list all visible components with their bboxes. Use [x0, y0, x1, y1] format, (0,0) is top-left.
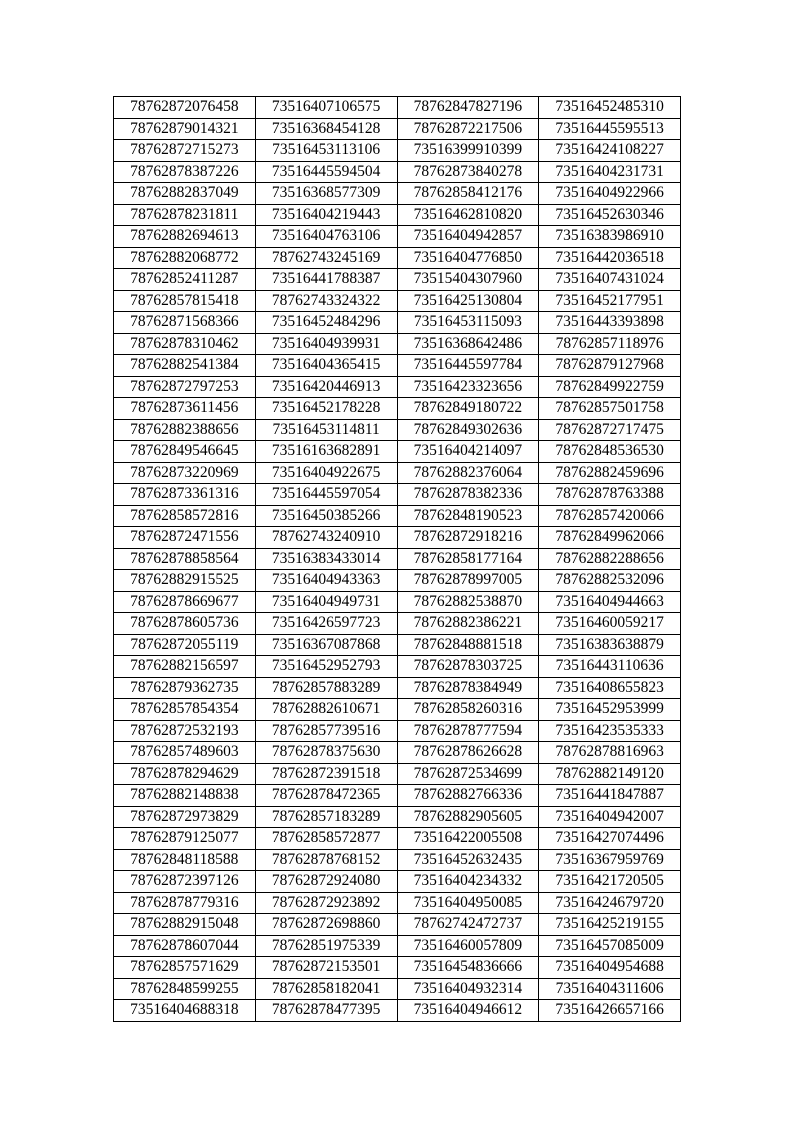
table-row	[114, 140, 681, 162]
table-cell: 73516404942857	[397, 226, 539, 248]
table-cell: 78762857815418	[114, 290, 256, 312]
table-cell: 78762872532193	[114, 720, 256, 742]
table-cell: 78762872717475	[539, 419, 681, 441]
table-cell: 78762849546645	[114, 441, 256, 463]
table-cell: 73516442036518	[539, 247, 681, 269]
table-cell: 78762878310462	[114, 333, 256, 355]
table-cell: 73516445597054	[255, 484, 397, 506]
table-row	[114, 484, 681, 506]
table-cell: 78762742472737	[397, 914, 539, 936]
table-row	[114, 935, 681, 957]
table-cell: 73516404944663	[539, 591, 681, 613]
table-cell: 78762873361316	[114, 484, 256, 506]
table-cell: 73516383433014	[255, 548, 397, 570]
table-cell: 78762878375630	[255, 742, 397, 764]
table-cell: 78762878231811	[114, 204, 256, 226]
table-cell: 78762882905605	[397, 806, 539, 828]
table-cell: 73516407431024	[539, 269, 681, 291]
table-cell: 78762848536530	[539, 441, 681, 463]
table-cell: 78762882915525	[114, 570, 256, 592]
table-row	[114, 892, 681, 914]
table-cell: 78762872923892	[255, 892, 397, 914]
table-cell: 78762882459696	[539, 462, 681, 484]
table-row	[114, 527, 681, 549]
table-cell: 78762878303725	[397, 656, 539, 678]
table-cell: 78762743240910	[255, 527, 397, 549]
table-row	[114, 785, 681, 807]
table-cell: 73516462810820	[397, 204, 539, 226]
table-row	[114, 226, 681, 248]
table-cell: 78762878763388	[539, 484, 681, 506]
table-row	[114, 161, 681, 183]
table-cell: 73516404932314	[397, 978, 539, 1000]
table-cell: 78762743245169	[255, 247, 397, 269]
table-row	[114, 699, 681, 721]
table-cell: 73516404949731	[255, 591, 397, 613]
table-cell: 73516443110636	[539, 656, 681, 678]
table-cell: 78762872391518	[255, 763, 397, 785]
table-row	[114, 505, 681, 527]
table-cell: 78762849922759	[539, 376, 681, 398]
table-cell: 73516404234332	[397, 871, 539, 893]
table-cell: 73516426657166	[539, 1000, 681, 1022]
table-row	[114, 957, 681, 979]
table-cell: 73516452953999	[539, 699, 681, 721]
table-cell: 78762878669677	[114, 591, 256, 613]
table-cell: 78762857571629	[114, 957, 256, 979]
table-cell: 78762882532096	[539, 570, 681, 592]
table-cell: 78762857118976	[539, 333, 681, 355]
table-cell: 78762878777594	[397, 720, 539, 742]
table-row	[114, 914, 681, 936]
table-cell: 78762882915048	[114, 914, 256, 936]
table-cell: 73516441788387	[255, 269, 397, 291]
table-cell: 78762882386221	[397, 613, 539, 635]
table-cell: 78762878384949	[397, 677, 539, 699]
table-cell: 73516425130804	[397, 290, 539, 312]
table-cell: 73516383986910	[539, 226, 681, 248]
table-row	[114, 656, 681, 678]
table-cell: 73516404311606	[539, 978, 681, 1000]
table-cell: 73516404214097	[397, 441, 539, 463]
table-cell: 78762882068772	[114, 247, 256, 269]
table-cell: 73516368642486	[397, 333, 539, 355]
table-cell: 78762878779316	[114, 892, 256, 914]
table-cell: 78762872924080	[255, 871, 397, 893]
table-cell: 78762879362735	[114, 677, 256, 699]
table-cell: 78762873220969	[114, 462, 256, 484]
table-cell: 78762882837049	[114, 183, 256, 205]
table-cell: 73516383638879	[539, 634, 681, 656]
table-cell: 78762878768152	[255, 849, 397, 871]
table-cell: 73516443393898	[539, 312, 681, 334]
table-row	[114, 613, 681, 635]
table-cell: 78762849302636	[397, 419, 539, 441]
table-cell: 78762878816963	[539, 742, 681, 764]
table-cell: 78762857501758	[539, 398, 681, 420]
table-row	[114, 312, 681, 334]
table-cell: 78762872076458	[114, 97, 256, 119]
table-cell: 78762858412176	[397, 183, 539, 205]
table-row	[114, 871, 681, 893]
table-cell: 78762882149120	[539, 763, 681, 785]
table-cell: 73516452632435	[397, 849, 539, 871]
table-row	[114, 97, 681, 119]
table-cell: 78762878605736	[114, 613, 256, 635]
table-cell: 78762857739516	[255, 720, 397, 742]
table-cell: 78762857489603	[114, 742, 256, 764]
table-cell: 73516452952793	[255, 656, 397, 678]
table-cell: 78762851975339	[255, 935, 397, 957]
table-row	[114, 462, 681, 484]
number-table	[113, 96, 681, 1022]
table-cell: 78762882541384	[114, 355, 256, 377]
table-row	[114, 376, 681, 398]
table-cell: 73516163682891	[255, 441, 397, 463]
table-cell: 73516367087868	[255, 634, 397, 656]
table-cell: 73516404942007	[539, 806, 681, 828]
table-row	[114, 849, 681, 871]
table-cell: 78762857420066	[539, 505, 681, 527]
table-cell: 78762878997005	[397, 570, 539, 592]
table-cell: 78762882610671	[255, 699, 397, 721]
table-cell: 78762872698860	[255, 914, 397, 936]
table-row	[114, 247, 681, 269]
table-cell: 78762872973829	[114, 806, 256, 828]
table-cell: 78762849962066	[539, 527, 681, 549]
table-cell: 73516452630346	[539, 204, 681, 226]
table-row	[114, 677, 681, 699]
table-row	[114, 763, 681, 785]
table-cell: 73516404950085	[397, 892, 539, 914]
table-cell: 78762878472365	[255, 785, 397, 807]
table-row	[114, 290, 681, 312]
table-cell: 78762873840278	[397, 161, 539, 183]
table-cell: 73516404688318	[114, 1000, 256, 1022]
table-cell: 73516460057809	[397, 935, 539, 957]
table-cell: 73516404219443	[255, 204, 397, 226]
table-cell: 73516452178228	[255, 398, 397, 420]
table-cell: 78762857183289	[255, 806, 397, 828]
table-row	[114, 441, 681, 463]
table-cell: 78762871568366	[114, 312, 256, 334]
table-cell: 73516445595513	[539, 118, 681, 140]
table-row	[114, 118, 681, 140]
table-cell: 78762848190523	[397, 505, 539, 527]
table-cell: 73516399910399	[397, 140, 539, 162]
table-cell: 73516404365415	[255, 355, 397, 377]
table-row	[114, 355, 681, 377]
table-cell: 78762857854354	[114, 699, 256, 721]
table-cell: 73516404946612	[397, 1000, 539, 1022]
table-cell: 78762872534699	[397, 763, 539, 785]
table-cell: 78762879125077	[114, 828, 256, 850]
table-cell: 78762849180722	[397, 398, 539, 420]
table-cell: 73515404307960	[397, 269, 539, 291]
table-cell: 73516368454128	[255, 118, 397, 140]
table-cell: 73516450385266	[255, 505, 397, 527]
table-cell: 78762878626628	[397, 742, 539, 764]
table-cell: 73516453114811	[255, 419, 397, 441]
table-cell: 73516424679720	[539, 892, 681, 914]
table-row	[114, 570, 681, 592]
table-cell: 73516454836666	[397, 957, 539, 979]
table-cell: 78762873611456	[114, 398, 256, 420]
table-cell: 78762882288656	[539, 548, 681, 570]
table-cell: 78762872715273	[114, 140, 256, 162]
table-cell: 73516404763106	[255, 226, 397, 248]
table-cell: 78762872153501	[255, 957, 397, 979]
table-cell: 78762848118588	[114, 849, 256, 871]
table-cell: 78762882376064	[397, 462, 539, 484]
table-cell: 78762872055119	[114, 634, 256, 656]
table-cell: 73516427074496	[539, 828, 681, 850]
table-cell: 78762882148838	[114, 785, 256, 807]
table-cell: 73516424108227	[539, 140, 681, 162]
table-cell: 73516460059217	[539, 613, 681, 635]
table-cell: 73516404922675	[255, 462, 397, 484]
table-cell: 78762848599255	[114, 978, 256, 1000]
table-cell: 73516453113106	[255, 140, 397, 162]
table-cell: 78762858572816	[114, 505, 256, 527]
table-row	[114, 634, 681, 656]
table-cell: 73516404954688	[539, 957, 681, 979]
table-cell: 78762878387226	[114, 161, 256, 183]
table-row	[114, 978, 681, 1000]
table-cell: 78762878477395	[255, 1000, 397, 1022]
number-table-body	[114, 97, 681, 1022]
table-cell: 78762852411287	[114, 269, 256, 291]
table-row	[114, 742, 681, 764]
table-cell: 78762848881518	[397, 634, 539, 656]
table-row	[114, 591, 681, 613]
table-cell: 73516408655823	[539, 677, 681, 699]
table-cell: 73516422005508	[397, 828, 539, 850]
table-cell: 78762878607044	[114, 935, 256, 957]
table-cell: 73516452177951	[539, 290, 681, 312]
table-cell: 73516404943363	[255, 570, 397, 592]
table-cell: 73516368577309	[255, 183, 397, 205]
table-row	[114, 1000, 681, 1022]
table-cell: 78762872471556	[114, 527, 256, 549]
table-cell: 73516423535333	[539, 720, 681, 742]
table-cell: 78762857883289	[255, 677, 397, 699]
table-row	[114, 419, 681, 441]
table-cell: 73516367959769	[539, 849, 681, 871]
table-cell: 78762882538870	[397, 591, 539, 613]
table-cell: 73516457085009	[539, 935, 681, 957]
table-cell: 78762878382336	[397, 484, 539, 506]
table-cell: 73516445594504	[255, 161, 397, 183]
table-cell: 78762743324322	[255, 290, 397, 312]
table-cell: 73516420446913	[255, 376, 397, 398]
table-cell: 78762858177164	[397, 548, 539, 570]
table-cell: 78762882388656	[114, 419, 256, 441]
table-cell: 78762879014321	[114, 118, 256, 140]
table-cell: 73516445597784	[397, 355, 539, 377]
table-cell: 78762872797253	[114, 376, 256, 398]
table-cell: 73516425219155	[539, 914, 681, 936]
table-row	[114, 333, 681, 355]
table-cell: 73516426597723	[255, 613, 397, 635]
table-row	[114, 828, 681, 850]
table-cell: 78762882156597	[114, 656, 256, 678]
table-cell: 73516452484296	[255, 312, 397, 334]
table-cell: 73516423323656	[397, 376, 539, 398]
table-cell: 73516453115093	[397, 312, 539, 334]
table-cell: 73516404939931	[255, 333, 397, 355]
table-cell: 78762847827196	[397, 97, 539, 119]
table-cell: 73516404922966	[539, 183, 681, 205]
table-cell: 73516452485310	[539, 97, 681, 119]
table-cell: 73516441847887	[539, 785, 681, 807]
table-cell: 73516421720505	[539, 871, 681, 893]
table-cell: 78762882694613	[114, 226, 256, 248]
table-cell: 78762872918216	[397, 527, 539, 549]
table-cell: 73516404776850	[397, 247, 539, 269]
table-cell: 73516407106575	[255, 97, 397, 119]
table-cell: 78762882766336	[397, 785, 539, 807]
table-row	[114, 548, 681, 570]
table-cell: 73516404231731	[539, 161, 681, 183]
table-cell: 78762858572877	[255, 828, 397, 850]
table-cell: 78762858182041	[255, 978, 397, 1000]
table-row	[114, 806, 681, 828]
table-row	[114, 269, 681, 291]
table-cell: 78762872217506	[397, 118, 539, 140]
table-cell: 78762872397126	[114, 871, 256, 893]
table-row	[114, 398, 681, 420]
table-cell: 78762878858564	[114, 548, 256, 570]
table-cell: 78762879127968	[539, 355, 681, 377]
table-cell: 78762858260316	[397, 699, 539, 721]
table-cell: 78762878294629	[114, 763, 256, 785]
table-row	[114, 720, 681, 742]
table-row	[114, 183, 681, 205]
table-row	[114, 204, 681, 226]
